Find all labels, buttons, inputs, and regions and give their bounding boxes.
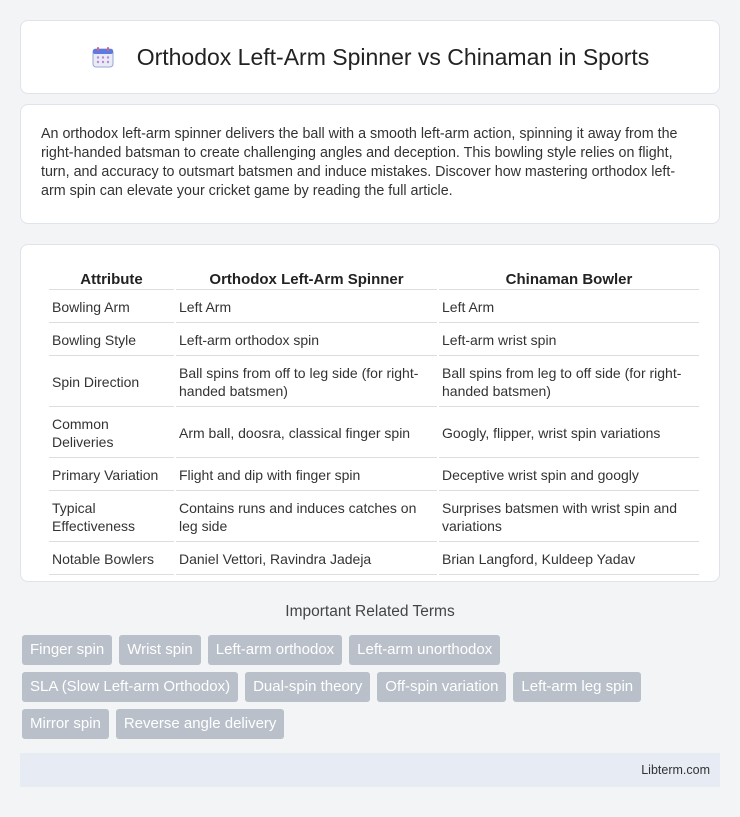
table-cell: Ball spins from leg to off side (for right-handed batsmen): [439, 358, 699, 407]
table-row: [49, 409, 699, 458]
table-cell: Brian Langford, Kuldeep Yadav: [439, 544, 699, 575]
table-cell: Deceptive wrist spin and googly: [439, 460, 699, 491]
table-cell: Bowling Arm: [49, 292, 174, 323]
page-title: Orthodox Left-Arm Spinner vs Chinaman in Sports: [136, 43, 650, 70]
table-cell: Googly, flipper, wrist spin variations: [439, 409, 699, 458]
related-term-tag[interactable]: Left-arm orthodox: [208, 635, 342, 665]
related-term-tag[interactable]: Reverse angle delivery: [116, 709, 285, 739]
table-header-row: [49, 269, 699, 290]
table-row: [49, 325, 699, 356]
comparison-card: [20, 244, 720, 582]
intro-text: An orthodox left-arm spinner delivers the ball with a smooth left-arm action, spinning it away from the right-handed batsman to create challenging angles and deception. This bowling style relies on flight, turn, and accuracy to outsmart batsmen and induce mistakes. Discover how mastering orthodox left-arm spin can elevate your cricket game by reading the full article.: [41, 126, 678, 199]
related-term-tag[interactable]: Off-spin variation: [377, 672, 506, 702]
column-header-attribute: Attribute: [49, 269, 174, 290]
table-cell: Left-arm wrist spin: [439, 325, 699, 356]
table-cell: Daniel Vettori, Ravindra Jadeja: [176, 544, 437, 575]
intro-card: [20, 104, 720, 224]
footer: [20, 753, 720, 787]
table-cell: Primary Variation: [49, 460, 174, 491]
comparison-table: [47, 267, 701, 577]
table-cell: Left Arm: [176, 292, 437, 323]
column-header-chinaman: Chinaman Bowler: [439, 269, 699, 290]
related-terms-list: [22, 635, 722, 739]
related-term-tag[interactable]: Mirror spin: [22, 709, 109, 739]
table-cell: Arm ball, doosra, classical finger spin: [176, 409, 437, 458]
related-term-tag[interactable]: Left-arm leg spin: [513, 672, 641, 702]
table-cell: Typical Effectiveness: [49, 493, 174, 542]
table-cell: Common Deliveries: [49, 409, 174, 458]
calendar-icon: [91, 45, 115, 69]
related-terms-title: Important Related Terms: [285, 603, 455, 620]
table-cell: Left Arm: [439, 292, 699, 323]
related-term-tag[interactable]: Wrist spin: [119, 635, 201, 665]
table-row: [49, 544, 699, 575]
table-row: [49, 292, 699, 323]
related-term-tag[interactable]: Finger spin: [22, 635, 112, 665]
table-cell: Contains runs and induces catches on leg side: [176, 493, 437, 542]
column-header-orthodox: Orthodox Left-Arm Spinner: [176, 269, 437, 290]
footer-site-link[interactable]: Libterm.com: [641, 763, 710, 777]
table-cell: Ball spins from off to leg side (for right-handed batsmen): [176, 358, 437, 407]
related-term-tag[interactable]: Left-arm unorthodox: [349, 635, 500, 665]
table-cell: Spin Direction: [49, 358, 174, 407]
related-term-tag[interactable]: SLA (Slow Left-arm Orthodox): [22, 672, 238, 702]
related-term-tag[interactable]: Dual-spin theory: [245, 672, 370, 702]
table-cell: Notable Bowlers: [49, 544, 174, 575]
table-cell: Left-arm orthodox spin: [176, 325, 437, 356]
table-row: [49, 358, 699, 407]
table-cell: Surprises batsmen with wrist spin and variations: [439, 493, 699, 542]
table-cell: Bowling Style: [49, 325, 174, 356]
table-row: [49, 493, 699, 542]
table-row: [49, 460, 699, 491]
table-cell: Flight and dip with finger spin: [176, 460, 437, 491]
title-card: [20, 20, 720, 94]
